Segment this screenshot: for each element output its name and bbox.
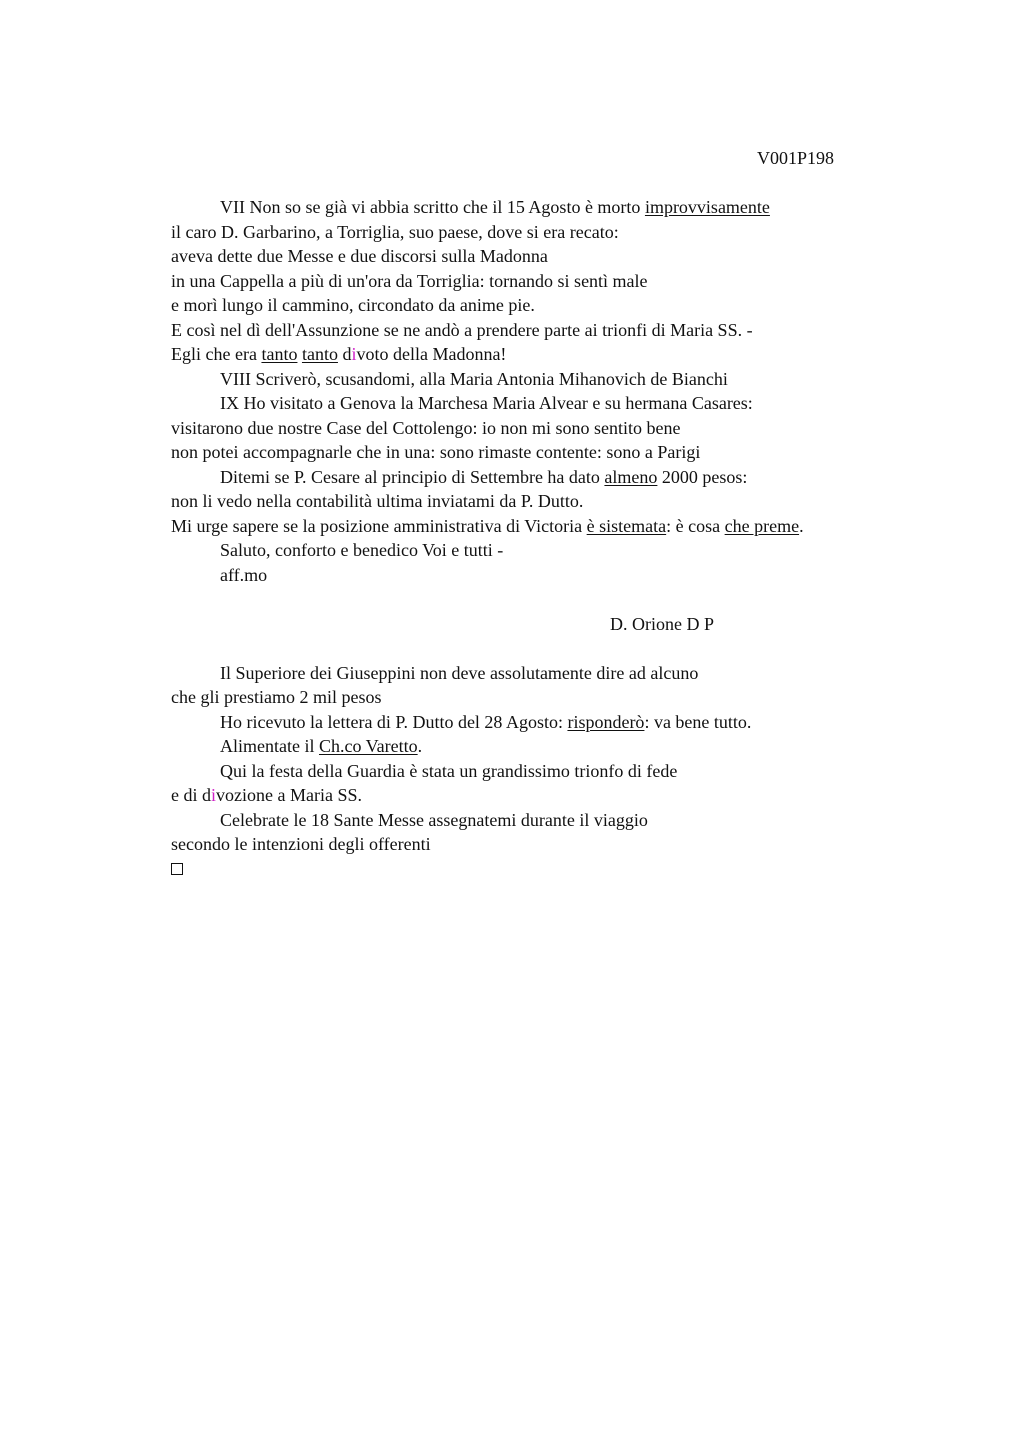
text-line: Egli che era tanto tanto divoto della Madonna! bbox=[171, 344, 507, 364]
text-line: aveva dette due Messe e due discorsi sulla Madonna bbox=[171, 246, 548, 266]
checkbox-square-icon bbox=[171, 857, 804, 882]
text-line: Alimentate il Ch.co Varetto. bbox=[220, 736, 423, 756]
text-line: IX Ho visitato a Genova la Marchesa Maria Alvear e su hermana Casares: bbox=[220, 393, 753, 413]
text-line: Mi urge sapere se la posizione amministrativa di Victoria è sistemata: è cosa che preme. bbox=[171, 515, 804, 536]
text-line: aff.mo bbox=[220, 564, 268, 585]
letter-body bbox=[171, 195, 804, 881]
signature: D. Orione D P bbox=[610, 613, 714, 634]
text-line: non potei accompagnarle che in una: sono rimaste contente: sono a Parigi bbox=[171, 442, 701, 462]
text-line: in una Cappella a più di un'ora da Torriglia: tornando si sentì male bbox=[171, 270, 648, 291]
text-line: Qui la festa della Guardia è stata un grandissimo trionfo di fede bbox=[220, 760, 678, 781]
text-line: e morì lungo il cammino, circondato da anime pie. bbox=[171, 295, 535, 315]
text-line: che gli prestiamo 2 mil pesos bbox=[171, 687, 382, 707]
text-line: non li vedo nella contabilità ultima inviatami da P. Dutto. bbox=[171, 491, 584, 511]
text-line: Il Superiore dei Giuseppini non deve assolutamente dire ad alcuno bbox=[220, 662, 699, 683]
text-line: Celebrate le 18 Sante Messe assegnatemi durante il viaggio bbox=[220, 809, 648, 830]
text-line: il caro D. Garbarino, a Torriglia, suo paese, dove si era recato: bbox=[171, 221, 619, 242]
text-line: visitarono due nostre Case del Cottolengo: io non mi sono sentito bene bbox=[171, 417, 681, 438]
text-line: Ho ricevuto la lettera di P. Dutto del 28 Agosto: risponderò: va bene tutto. bbox=[220, 711, 752, 732]
text-line: Saluto, conforto e benedico Voi e tutti - bbox=[220, 540, 504, 560]
text-line: VII Non so se già vi abbia scritto che il 15 Agosto è morto improvvisamente bbox=[220, 197, 770, 217]
text-line: e di divozione a Maria SS. bbox=[171, 785, 362, 805]
text-line: E così nel dì dell'Assunzione se ne andò a prendere parte ai trionfi di Maria SS. - bbox=[171, 319, 753, 340]
text-line: VIII Scriverò, scusandomi, alla Maria Antonia Mihanovich de Bianchi bbox=[220, 368, 728, 389]
text-line: Ditemi se P. Cesare al principio di Settembre ha dato almeno 2000 pesos: bbox=[220, 466, 748, 487]
document-reference: V001P198 bbox=[757, 148, 835, 168]
text-line: secondo le intenzioni degli offerenti bbox=[171, 834, 431, 854]
